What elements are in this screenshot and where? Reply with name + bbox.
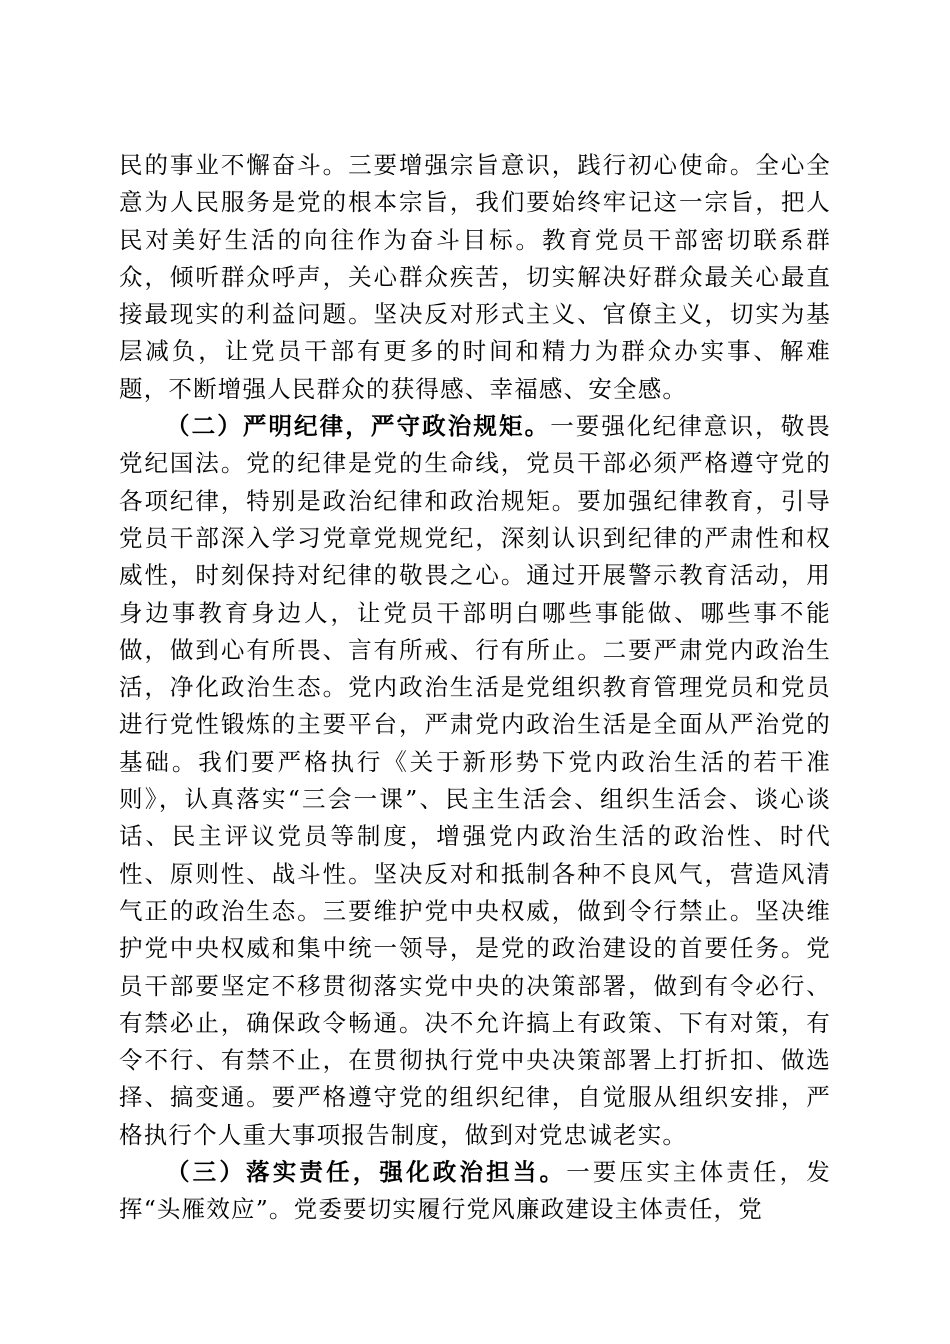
paragraph-2-text: 一要强化纪律意识，敬畏党纪国法。党的纪律是党的生命线，党员干部必须严格遵守党的各项纪律，特别是政治纪律和政治规矩。要加强纪律教育，引导党员干部深入学习党章党规党纪，深刻认识到纪律的严肃性和权威性，时刻保持对纪律的敬畏之心。通过开展警示教育活动，用身边事教育身边人，让党员干部明白哪些事能做、哪些事不能做，做到心有所畏、言有所戒、行有所止。二要严肃党内政治生活，净化政治生态。党内政治生活是党组织教育管理党员和党员进行党性锻炼的主要平台，严肃党内政治生活是全面从严治党的基础。我们要严格执行《关于新形势下党内政治生活的若干准则》，认真落实“三会一课”、民主生活会、组织生活会、谈心谈话、民主评议党员等制度，增强党内政治生活的政治性、时代性、原则性、战斗性。坚决反对和抵制各种不良风气，营造风清气正的政治生态。三要维护党中央权威，做到令行禁止。坚决维护党中央权威和集中统一领导，是党的政治建设的首要任务。党员干部要坚定不移贯彻落实党中央的决策部署，做到有令必行、有禁必止，确保政令畅通。决不允许搞上有政策、下有对策，有令不行、有禁不止，在贯彻执行党中央决策部署上打折扣、做选择、搞变通。要严格遵守党的组织纪律，自觉服从组织安排，严格执行个人重大事项报告制度，做到对党忠诚老实。 — [119, 412, 832, 1149]
body-text — [119, 147, 831, 1229]
section-heading-2: （二）严明纪律，严守政治规矩。 — [166, 412, 551, 441]
paragraph-1-text: 民的事业不懈奋斗。三要增强宗旨意识，践行初心使命。全心全意为人民服务是党的根本宗旨，我们要始终牢记这一宗旨，把人民对美好生活的向往作为奋斗目标。教育党员干部密切联系群众，倾听群众呼声，关心群众疾苦，切实解决好群众最关心最直接最现实的利益问题。坚决反对形式主义、官僚主义，切实为基层减负，让党员干部有更多的时间和精力为群众办实事、解难题，不断增强人民群众的获得感、幸福感、安全感。 — [119, 151, 831, 403]
paragraph-3-text: 一要压实主体责任，发挥“头雁效应”。党委要切实履行党风廉政建设主体责任，党 — [119, 1158, 831, 1224]
section-heading-3: （三）落实责任，强化政治担当。 — [166, 1158, 567, 1187]
paragraph-3 — [119, 1154, 831, 1229]
paragraph-2 — [119, 408, 831, 1154]
paragraph-1 — [119, 147, 831, 408]
